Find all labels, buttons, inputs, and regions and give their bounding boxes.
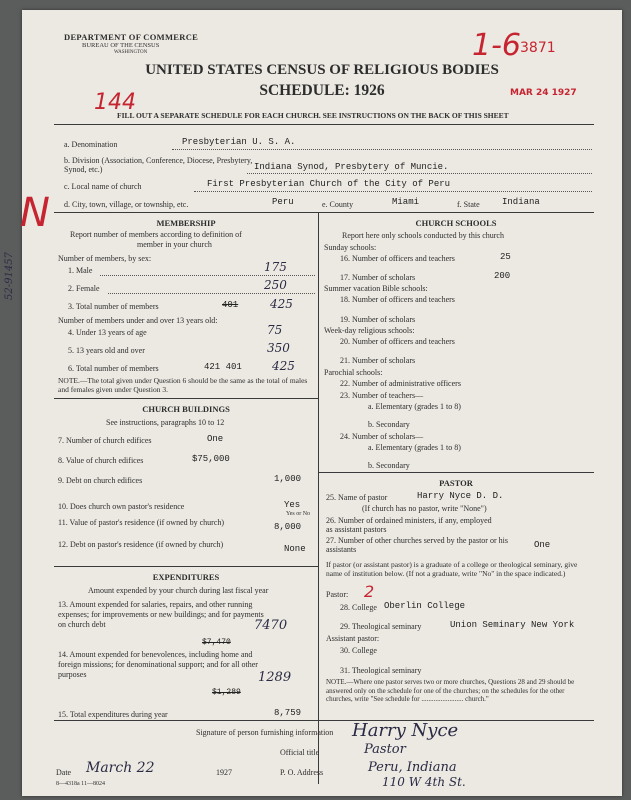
q13-typed-value: $7,470 [202, 638, 231, 647]
denomination-value: Presbyterian U. S. A. [182, 137, 296, 147]
instruction-line: FILL OUT A SEPARATE SCHEDULE FOR EACH CHURCH. SEE INSTRUCTIONS ON THE BACK OF THIS SHEET [117, 111, 509, 120]
q23-label: 23. Number of teachers— [340, 391, 424, 400]
membership-intro-2: member in your church [137, 240, 212, 249]
official-title-value: Pastor [364, 742, 406, 757]
received-date-stamp: MAR 24 1927 [510, 88, 577, 98]
q29-value: Union Seminary New York [450, 620, 575, 630]
q10-label: 10. Does church own pastor's residence [58, 502, 185, 511]
q20-label: 20. Number of officers and teachers [340, 337, 455, 346]
q3-label: 3. Total number of members [68, 302, 159, 311]
q11-label: 11. Value of pastor's residence (if owned by church) [58, 518, 225, 527]
q27-label: 27. Number of other churches served by the pastor or his assistants [326, 536, 508, 554]
q29-label: 29. Theological seminary [340, 622, 422, 631]
q7-value: One [207, 434, 224, 444]
city-label: d. City, town, village, or township, etc. [64, 200, 189, 209]
q11-value: 8,000 [274, 522, 302, 532]
q25-value: Harry Nyce D. D. [417, 491, 504, 501]
q22-label: 22. Number of administrative officers [340, 379, 461, 388]
date-label: Date [56, 768, 72, 777]
handwritten-code: 1-6 [472, 28, 521, 63]
membership-intro-1: Report number of members according to definition of [70, 230, 242, 239]
q15-label: 15. Total expenditures during year [58, 710, 168, 719]
q31-label: 31. Theological seminary [340, 666, 422, 675]
address-value: Peru, Indiana [368, 760, 457, 775]
local-name-label: c. Local name of church [64, 182, 142, 191]
q13-label: 13. Amount expended for salaries, repairs, and other running expenses; for improvements or new buildings; and for payments on church debt [58, 600, 264, 629]
q4-value: 75 [267, 323, 283, 337]
q8-label: 8. Value of church edifices [58, 456, 144, 465]
q8-value: $75,000 [192, 454, 230, 464]
q6-label: 6. Total number of members [68, 364, 159, 373]
local-name-line [194, 191, 592, 192]
q9-label: 9. Debt on church edifices [58, 476, 143, 485]
date-value: March 22 [86, 760, 155, 776]
state-value: Indiana [502, 197, 540, 207]
q1-label: 1. Male [68, 266, 93, 275]
q12-value: None [284, 544, 306, 554]
denomination-label: a. Denomination [64, 140, 118, 149]
q26-label: 26. Number of ordained ministers, if any, employed as assistant pastors [326, 516, 492, 534]
q19-label: 19. Number of scholars [340, 315, 416, 324]
expenditures-heading: EXPENDITURES [152, 572, 220, 582]
address-label: P. O. Address [280, 768, 324, 777]
department-name: DEPARTMENT OF COMMERCE [64, 32, 199, 42]
q1-value: 175 [264, 260, 287, 274]
bureau-city: WASHINGTON [114, 50, 148, 55]
sunday-label: Sunday schools: [324, 243, 377, 252]
q4-label: 4. Under 13 years of age [68, 328, 147, 337]
schedule-title: SCHEDULE: 1926 [259, 82, 385, 99]
division-line [247, 173, 592, 174]
division-label: b. Division (Association, Conference, Diocese, Presbytery, Synod, etc.) [64, 156, 253, 174]
q14-typed-value: $1,289 [212, 688, 241, 697]
buildings-sub: See instructions, paragraphs 10 to 12 [106, 418, 225, 427]
local-name-value: First Presbyterian Church of the City of Peru [207, 179, 451, 189]
q17-value: 200 [494, 271, 511, 281]
q14-label: 14. Amount expended for benevolences, including home and foreign missions; for denominational support; and for all other purposes [58, 650, 258, 679]
date-year: 1927 [216, 768, 232, 777]
graduate-note: If pastor (or assistant pastor) is a graduate of a college or theological seminary, give name of institution below. (If not a graduate, write "No" in the space indicated.) [326, 560, 578, 578]
parochial-label: Parochial schools: [324, 368, 383, 377]
signature-value: Harry Nyce [352, 720, 459, 741]
q24-label: 24. Number of scholars— [340, 432, 424, 441]
margin-side-note: 52-91457 [4, 252, 15, 300]
q30-label: 30. College [340, 646, 377, 655]
q24a-label: a. Elementary (grades 1 to 8) [368, 443, 461, 452]
column-divider [318, 212, 319, 784]
q24b-label: b. Secondary [368, 461, 410, 470]
assistant-label: Assistant pastor: [326, 634, 380, 643]
q16-value: 25 [500, 252, 511, 262]
q28-label: 28. College [340, 603, 377, 612]
q25-note: (If church has no pastor, write "None") [362, 504, 487, 513]
pastor-note: NOTE.—Where one pastor serves two or more churches, Questions 28 and 29 should be answered only on the schedule for one of the churches; on the schedules for the other churches, write "See schedule for ........................ church." [326, 678, 575, 703]
q3-typed-value: 401 [222, 300, 239, 310]
summer-label: Summer vacation Bible schools: [324, 284, 428, 293]
q23a-label: a. Elementary (grades 1 to 8) [368, 402, 461, 411]
pastor-label: Pastor: [326, 590, 349, 599]
q5-label: 5. 13 years old and over [68, 346, 145, 355]
q14-hand-value: 1289 [258, 670, 292, 685]
q27-value: One [534, 540, 551, 550]
buildings-heading: CHURCH BUILDINGS [142, 404, 230, 414]
county-label: e. County [322, 200, 354, 209]
q5-value: 350 [267, 341, 290, 355]
denomination-line [172, 149, 592, 150]
document-title: UNITED STATES CENSUS OF RELIGIOUS BODIES [145, 62, 499, 78]
stamp-number: 3871 [520, 40, 556, 56]
weekday-label: Week-day religious schools: [324, 326, 415, 335]
q10-hint: Yes or No [286, 511, 311, 517]
red-mark: 2 [364, 582, 375, 601]
q10-value: Yes [284, 500, 301, 510]
county-value: Miami [392, 197, 420, 207]
q21-label: 21. Number of scholars [340, 356, 416, 365]
schools-heading: CHURCH SCHOOLS [415, 218, 497, 228]
q2-label: 2. Female [68, 284, 100, 293]
form-number: 8—4318a 11—8024 [56, 781, 105, 787]
header-rule [54, 124, 594, 125]
census-schedule-sheet [4, 10, 622, 796]
q17-label: 17. Number of scholars [340, 273, 416, 282]
pastor-heading: PASTOR [439, 478, 473, 488]
signature-label: Signature of person furnishing information [196, 728, 334, 737]
q23b-label: b. Secondary [368, 420, 410, 429]
margin-mark: N [20, 190, 50, 236]
q28-value: Oberlin College [384, 601, 466, 611]
q6-value: 425 [272, 359, 295, 373]
q12-label: 12. Debt on pastor's residence (if owned by church) [58, 540, 224, 549]
official-title-label: Official title [280, 748, 320, 757]
q9-value: 1,000 [274, 474, 302, 484]
q2-value: 250 [264, 278, 287, 292]
q16-label: 16. Number of officers and teachers [340, 254, 455, 263]
city-value: Peru [272, 197, 294, 207]
state-label: f. State [457, 200, 480, 209]
q13-hand-value: 7470 [254, 618, 288, 633]
q25-label: 25. Name of pastor [326, 493, 388, 502]
q15-value: 8,759 [274, 708, 302, 718]
membership-note: NOTE.—The total given under Question 6 should be the same as the total of males and females given under Question 3. [58, 376, 308, 394]
q7-label: 7. Number of church edifices [58, 436, 152, 445]
q18-label: 18. Number of officers and teachers [340, 295, 455, 304]
membership-heading: MEMBERSHIP [156, 218, 216, 228]
schools-sub: Report here only schools conducted by this church [342, 231, 504, 240]
bureau-name: BUREAU OF THE CENSUS [82, 42, 160, 49]
division-value: Indiana Synod, Presbytery of Muncie. [254, 162, 449, 172]
expenditures-sub: Amount expended by your church during last fiscal year [88, 586, 269, 595]
handwritten-number: 144 [94, 90, 136, 115]
age-intro: Number of members under and over 13 years old: [58, 316, 218, 325]
q3-value: 425 [270, 297, 293, 311]
by-sex-label: Number of members, by sex: [58, 254, 152, 263]
form-top-rule [54, 212, 594, 213]
q6-typed-value: 421 401 [204, 362, 242, 372]
address-line-2: 110 W 4th St. [382, 775, 466, 789]
